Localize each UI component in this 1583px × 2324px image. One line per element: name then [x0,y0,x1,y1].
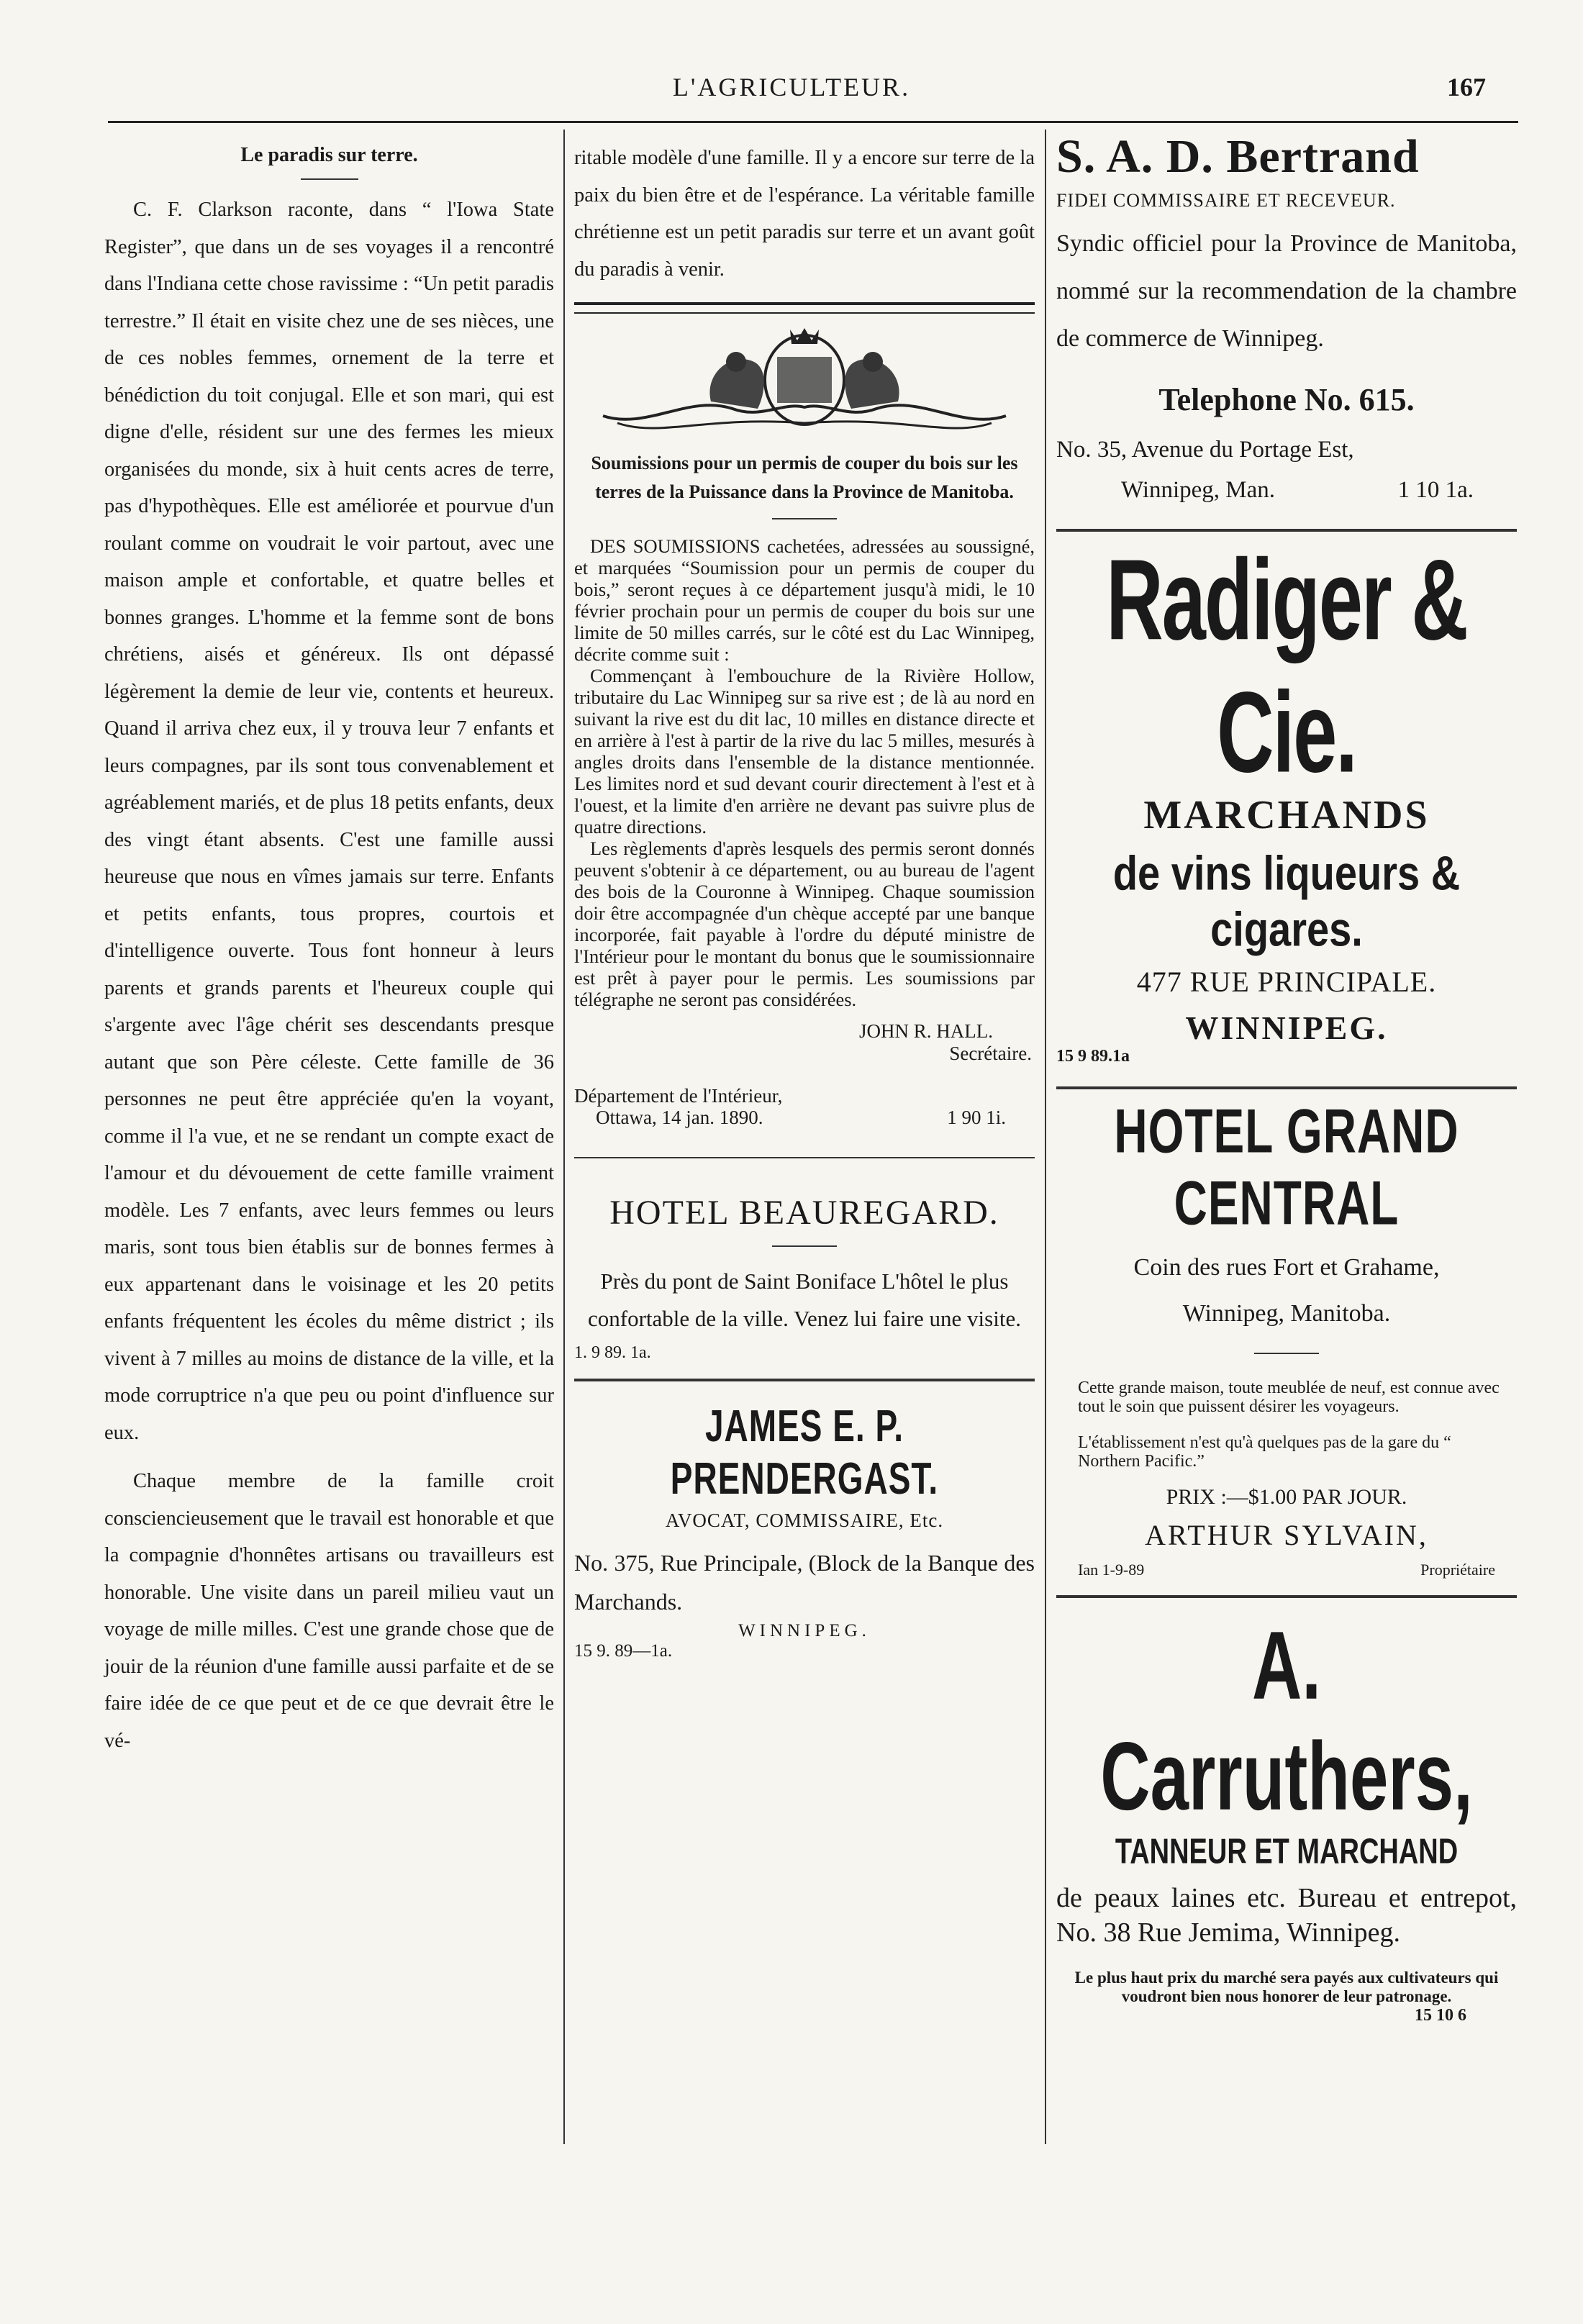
hotel-beauregard-title: HOTEL BEAUREGARD. [609,1194,999,1232]
prendergast-title: JAMES E. P. PRENDERGAST. [670,1400,939,1504]
radiger-address: 477 RUE PRINCIPALE. [1136,966,1437,998]
notice-paragraph-1: DES SOUMISSIONS cachetées, adressées au soussigné, et marquées “Soumission pour un permis de couper du bois,” seront reçues à ce département jusqu'à midi, le 10 février prochain pour un permis de couper du bois sur une limite de 50 milles carrés, sur le côté est du Lac Winnipeg, décrite comme suit : [574,535,1035,665]
ad-separator-2 [574,1379,1035,1381]
article-continuation: ritable modèle d'une famille. Il y a encore sur terre de la paix du bien être et de l'espérance. La véritable famille chrétienne est un petit paradis sur terre et un avant goût du paradis à venir. [574,147,1035,281]
hotel-grand-central-owner: ARTHUR SYLVAIN, [1145,1519,1428,1551]
bertrand-title: S. A. D. Bertrand [1056,130,1420,183]
submission-heading: Soumissions pour un permis de couper du bois sur les terres de la Puissance dans la Province de Manitoba. [591,453,1018,502]
signer-role: Secrétaire. [949,1043,1032,1064]
ad-rule-2 [1254,1353,1319,1354]
column-divider-2 [1045,130,1046,2144]
radiger-code: 15 9 89.1a [1056,1047,1130,1066]
page-header [0,72,1583,115]
carruthers-subtitle: TANNEUR ET MARCHAND [1115,1832,1459,1872]
bertrand-text: Syndic officiel pour la Province de Manitoba, nommé sur la recommendation de la chambre de commerce de Winnipeg. [1056,230,1517,352]
notice-code: 1 90 1i. [947,1107,1006,1128]
hotel-grand-central-location: L'établissement n'est qu'à quelques pas de la gare du “ Northern Pacific.” [1078,1433,1451,1471]
radiger-title: Radiger & Cie. [1106,535,1467,797]
header-rule [108,121,1518,123]
ad-rule [772,1245,837,1247]
hotel-grand-central-address: Coin des rues Fort et Grahame, [1133,1254,1440,1281]
hotel-beauregard-code: 1. 9 89. 1a. [574,1343,651,1362]
radiger-goods: de vins liqueurs & cigares. [1112,845,1461,956]
bertrand-telephone: Telephone No. 615. [1158,382,1415,417]
ads-column [1056,130,1517,2025]
prendergast-code: 15 9. 89—1a. [574,1641,673,1661]
ad-separator-5 [1056,1595,1517,1598]
article-column [104,130,554,1759]
carruthers-code: 15 10 6 [1415,2006,1466,2025]
radiger-city: WINNIPEG. [1185,1009,1388,1046]
ad-separator [574,1157,1035,1158]
page-number: 167 [1447,73,1486,101]
hotel-grand-central-role: Propriétaire [1420,1561,1495,1579]
bertrand-city: Winnipeg, Man. [1121,477,1276,503]
bertrand-city-row [1121,470,1474,510]
notice-paragraph-2: Commençant à l'embouchure de la Rivière Hollow, tributaire du Lac Winnipeg sur sa rive est ; de là au nord en suivant la rive est du dit lac, 10 milles en distance directe et en arrière à l'est à partir de la rive du lac 5 milles, mesurés à angles droits dans l'ensemble de la distance mentionnée. Les limites nord et sud devant courir directement à l'est et à l'ouest, et la limite d'en arrière ne devant pas suivre plus de quatre directions. [574,665,1035,838]
title-rule [301,178,358,180]
hotel-grand-central-price: PRIX :—$1.00 PAR JOUR. [1166,1485,1407,1509]
hotel-grand-central-date: Ian 1-9-89 [1078,1561,1145,1579]
bertrand-code: 1 10 1a. [1397,477,1474,503]
hotel-grand-central-footer [1078,1561,1495,1579]
prendergast-city: WINNIPEG. [738,1621,871,1640]
carruthers-note: Le plus haut prix du marché sera payés aux cultivateurs qui voudront bien nous honorer de leur patronage. [1074,1969,1499,2005]
hotel-grand-central-description: Cette grande maison, toute meublée de neuf, est connue avec tout le soin que puissent désirer les voyageurs. [1078,1379,1500,1416]
signer-name: JOHN R. HALL. [859,1020,993,1042]
ad-separator-4 [1056,1086,1517,1089]
carruthers-text: de peaux laines etc. Bureau et entrepot, No. 38 Rue Jemima, Winnipeg. [1056,1883,1517,1948]
royal-coat-of-arms-icon [589,322,1020,445]
section-rule [574,302,1035,314]
bertrand-subtitle: FIDEI COMMISSAIRE ET RECEVEUR. [1056,190,1396,211]
carruthers-title: A. Carruthers, [1100,1612,1473,1831]
article-title: Le paradis sur terre. [240,144,418,166]
hotel-grand-central-title: HOTEL GRAND CENTRAL [1114,1096,1459,1238]
hotel-beauregard-text: Près du pont de Saint Boniface L'hôtel le plus confortable de la ville. Venez lui faire une visite. [588,1268,1021,1331]
article-paragraph-1: C. F. Clarkson raconte, dans “ l'Iowa State Register”, que dans un de ses voyages il a rencontré dans l'Indiana cette chose ravissime : “Un petit paradis terrestre.” Il était en visite chez une de ses nièces, une de ces nobles femmes, ornement de la terre et bénédiction du toit conjugal. Elle et son mari, qui est digne d'elle, résident sur une des fermes les mieux organisées du monde, six à huit cents acres de terre, pas d'hypothèques. Elle est améliorée et pourvue d'un roulant comme on voudrait le voir partout, avec une maison ample et confortable, et quatre belles et bonnes granges. L'homme et la femme sont de bons chrétiens, aisés et généreux. Ils ont dépassé légèrement la demie de leur vie, contents et heureux. Quand il arriva chez eux, il y trouva leur 7 enfants et leurs compagnes, par ils sont tous convenablement et agréablement mariés, et de plus 18 petits enfants, deux des vingt étant absents. C'est une famille aussi heureuse que nous en vîmes jamais sur terre. Enfants et petits enfants, tous propres, courtois et d'intelligence ouverte. Tous font honneur à leurs parents et grands parents et l'heureux couple qui s'argente avec l'âge chérit ses descendants presque autant que son Père céleste. Cette famille de 36 personnes ne peut être appréciée qu'en la voyant, comme il l'a vue, et ne se rendant un compte exact de l'amour et du dévouement de cette famille vraiment modèle. Les 7 enfants, avec leurs femmes ou leurs maris, sont tous bien établis sur de bonnes fermes à eux appartenant dans le voisinage et les 20 petits enfants fréquentent les écoles du même district ; ils vivent à 7 milles au moins de distance de la ville, et la mode corruptrice n'a que peu ou point d'influence sur eux. [104,199,554,1444]
place-date: Ottawa, 14 jan. 1890. [596,1107,763,1128]
column-divider-1 [563,130,565,2144]
radiger-merchants: MARCHANDS [1143,793,1430,838]
ad-separator-3 [1056,529,1517,532]
newspaper-title: L'AGRICULTEUR. [672,73,911,101]
date-row [574,1107,1035,1128]
prendergast-address: No. 375, Rue Principale, (Block de la Banque des Marchands. [574,1550,1035,1615]
notice-paragraph-3: Les règlements d'après lesquels des permis seront donnés peuvent s'obtenir à ce département, ou au bureau de l'agent des bois de la Couronne à Winnipeg. Chaque soumission doir être accompagnée d'un chèque accepté par une banque incorporée, fait payable à l'ordre du député ministre de l'Intérieur pour le montant du bonus que le soumissionnaire est prêt à payer pour le permis. Les soumissions par télégraphe ne seront pas considérées. [574,838,1035,1010]
heading-rule [772,518,837,519]
notices-column [574,130,1035,1661]
bertrand-address: No. 35, Avenue du Portage Est, [1056,437,1354,463]
article-paragraph-2: Chaque membre de la famille croit consciencieusement que le travail est honorable et que la compagnie d'honnêtes artisans ou travailleurs est honorable. Une visite dans un pareil milieu vaut un voyage de mille milles. C'est une grande chose que de jouir de la réunion d'une famille aussi parfaite et de se faire idée de ce que peut et de ce que devrait être le vé- [104,1470,554,1752]
department-line: Département de l'Intérieur, [574,1085,783,1107]
prendergast-profession: AVOCAT, COMMISSAIRE, Etc. [665,1510,944,1531]
hotel-grand-central-city: Winnipeg, Manitoba. [1182,1300,1391,1327]
